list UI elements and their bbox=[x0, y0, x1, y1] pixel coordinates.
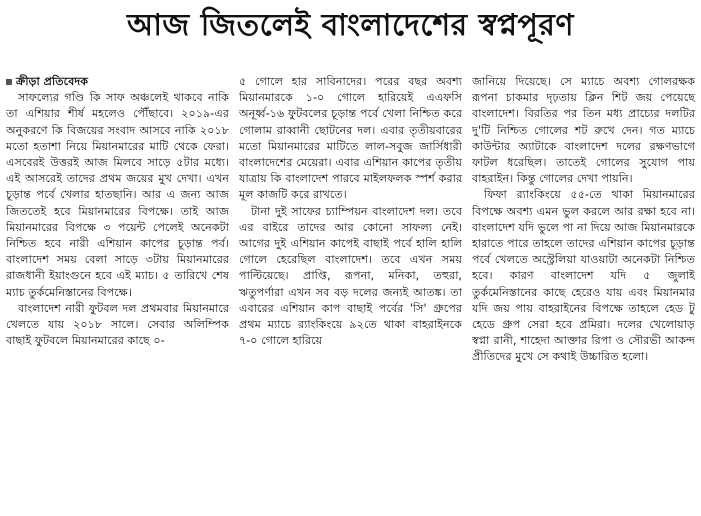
paragraph: টানা দুই সাফের চ্যাম্পিয়ন বাংলাদেশ দল। তবে এর বাইরে তাদের আর কোনো সাফল্য নেই। আগের দুই এশিয়ান কাপেই বাছাই পর্বে হালি হালি গোলে হেরেছিল বাংলাদেশ। তবে এখন সময় পাল্টিয়েছে। প্রাপ্তি, রূপনা, মনিকা, তহুরা, ঋতুপর্ণারা এখন সব বড় দলের জন্যই আতঙ্ক। তা এবারের এশিয়ান কাপ বাছাই পর্বের 'সি' গ্রুপের প্রথম ম্যাচে র‍্যাংকিংয়ে ৯২তে থাকা বাহরাইনকে ৭-০ গোলে হারিয়ে bbox=[239, 204, 462, 348]
headline: আজ জিতলেই বাংলাদেশের স্বপ্নপূরণ bbox=[126, 8, 575, 43]
byline-text: ক্রীড়া প্রতিবেদক bbox=[16, 75, 89, 88]
bullet-icon bbox=[6, 79, 12, 85]
paragraph: ৫ গোলে হার সাবিনাদের। পরের বছর অবশ্য মিয়ানমারকে ১-০ গোলে হারিয়েই এএফসি অনূর্ধ্ব-১৬ ফুটবলের চূড়ান্ত পর্বে খেলা নিশ্চিত করে গোলাম রাব্বানী ছোটনের দল। এবার তৃতীয়বারের মতো মিয়ানমারের মাটিতে লাল-সবুজ জার্সিধারী বাংলাদেশের মেয়েরা। এবার এশিয়ান কাপের তৃতীয় যাত্রায় কি বাংলাদেশ পারবে মাইলফলক স্পর্শ করার মূল কাজটি করে রাখতে। bbox=[239, 75, 462, 202]
paragraph: সাফল্যের গণ্ডি কি সাফ অঞ্চলেই থাকবে নাকি তা এশিয়ার শীর্ষ মহলেও পৌঁছাবে। ২০১৯-এর অনুকরণে কি বিজয়ের সংবাদ আসবে নাকি ২০১৮ মতো হতাশা নিয়ে মিয়ানমারের মাটি থেকে ফেরা। এসবেরই উত্তরই আজ মিলবে সাড়ে ৫টার মধ্যে। এই আসরেই তাদের প্রথম জয়ের মুখ দেখা। এখন চূড়ান্ত পর্বে খেলার হাতছানি। আর এ জন্য আজ জিততেই হবে মিয়ানমারের বিপক্ষে। তাই আজ মিয়ানমারের বিপক্ষে ৩ পয়েন্ট পেলেই অনেকটা নিশ্চিত হবে নারী এশিয়ান কাপের চূড়ান্ত পর্ব। বাংলাদেশ সময় বেলা সাড়ে ৩টায় মিয়ানমারের রাজধানী ইয়াংগুনে হবে এই ম্যাচ। ৫ তারিখে শেষ ম্যাচ তুর্কমেনিস্তানের বিপক্ষে। bbox=[6, 91, 229, 299]
column-2 bbox=[239, 74, 462, 512]
column-3 bbox=[472, 74, 695, 512]
column-1 bbox=[6, 74, 229, 512]
paragraph: জানিয়ে দিয়েছে। সে ম্যাচে অবশ্য গোলরক্ষক রূপনা চাকমার দৃঢ়তায় ক্লিন শিট জয় পেয়েছে বাংলাদেশ। বিরতির পর তিন মধ্য প্রাচ্যের দলটির দু'টি নিশ্চিত গোলের শট রুখে দেন। গত ম্যাচে কাউন্টার অ্যাটাকে বাংলাদেশ দলের রক্ষণভাগে ফাটল ধরেছিল। তাতেই গোলের সুযোগ পায় বাহরাইন। কিন্তু গোলের দেখা পায়নি। bbox=[472, 75, 695, 186]
byline bbox=[6, 74, 229, 90]
paragraph: বাংলাদেশ নারী ফুটবল দল প্রথমবার মিয়ানমারে খেলতে যায় ২০১৮ সালে। সেবার অলিম্পিক বাছাই ফুটবলে মিয়ানমারের কাছে ০- bbox=[6, 301, 229, 348]
article-body bbox=[6, 74, 695, 512]
paragraph: ফিফা র‍্যাংকিংয়ে ৫৫-তে থাকা মিয়ানমারের বিপক্ষে অবশ্য এমন ভুল করলে আর রক্ষা হবে না। বাংলাদেশ যদি ভুলে পা না দিয়ে আজ মিয়ানমারকে হারাতে পারে তাহলে তাদের এশিয়ান কাপের চূড়ান্ত পর্বে খেলতে অস্ট্রেলিয়া যাওয়াটা অনেকটা নিশ্চিত হবে। কারণ বাংলাদেশ যদি ৫ জুলাই তুর্কমেনিস্তানের কাছে হেরেও যায় এবং মিয়ানমার যদি জয় পায় বাহরাইনের বিপক্ষে তাহলে হেড টু হেডে গ্রুপ সেরা হবে প্রমিরা। দলের খেলোয়াড় স্বপ্না রানী, শাহেদা আক্তার রিপা ও সৌরভী আকন্দ প্রীতিদের মুখে সে কথাই উচ্চারিত হলো। bbox=[472, 188, 695, 364]
